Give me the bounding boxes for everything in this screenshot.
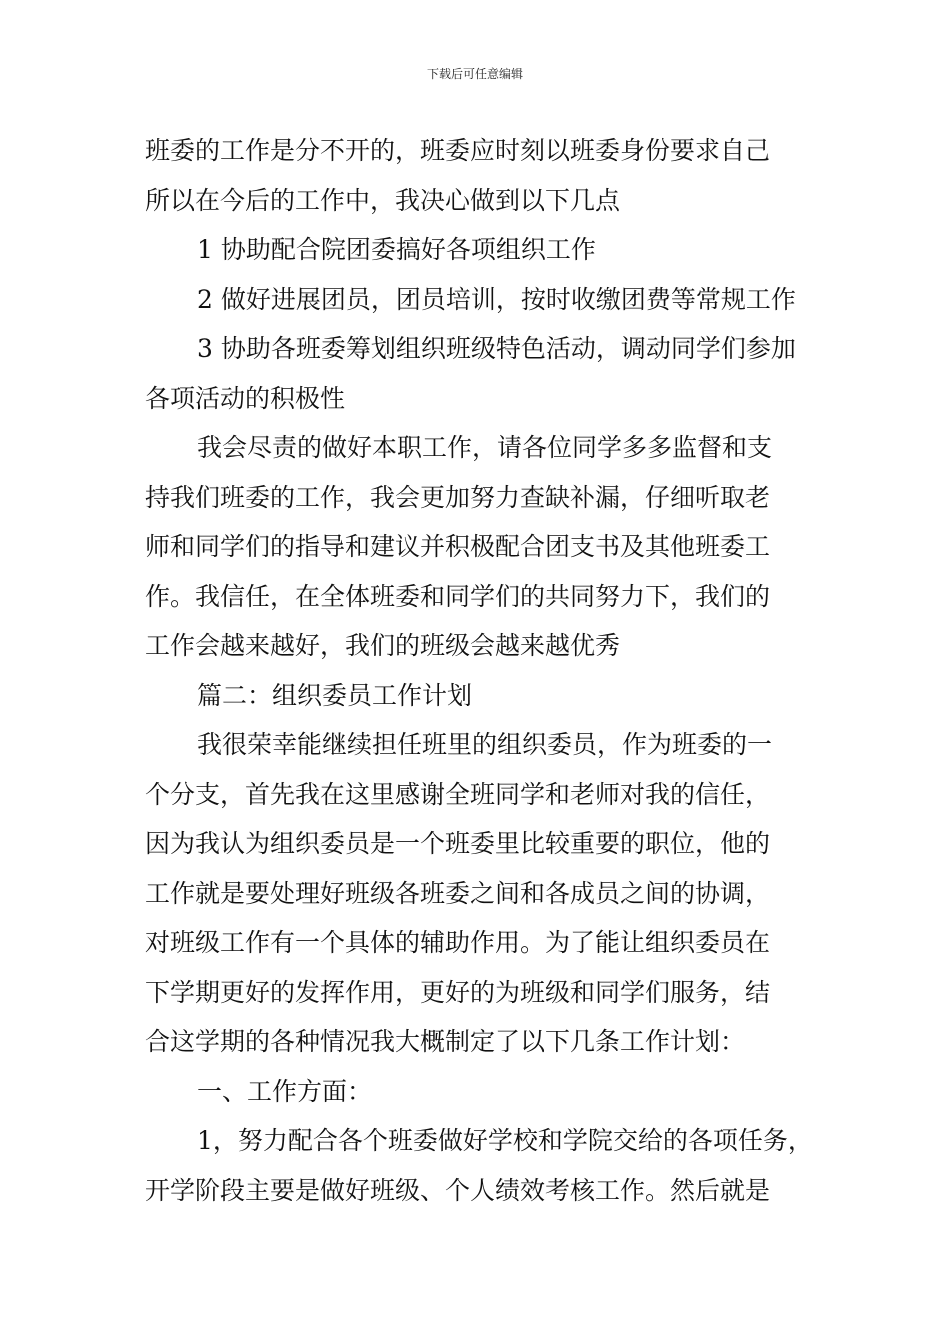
text-line: 工作会越来越好，我们的班级会越来越优秀 bbox=[145, 631, 621, 660]
text-line: 各项活动的积极性 bbox=[145, 383, 346, 413]
text-line: 个分支，首先我在这里感谢全班同学和老师对我的信任， bbox=[145, 779, 771, 809]
page-header: 下载后可任意编辑 bbox=[426, 67, 523, 81]
text-line: 师和同学们的指导和建议并积极配合团支书及其他班委工 bbox=[145, 532, 771, 561]
subsection-title: 一、工作方面： bbox=[197, 1076, 373, 1106]
text-line: 因为我认为组织委员是一个班委里比较重要的职位，他的 bbox=[145, 829, 771, 858]
text-line: 1，努力配合各个班委做好学校和学院交给的各项任务， bbox=[197, 1126, 813, 1155]
text-line: 持我们班委的工作，我会更加努力查缺补漏，仔细听取老 bbox=[145, 482, 771, 512]
text-line: 1 协助配合院团委搞好各项组织工作 bbox=[197, 235, 596, 264]
text-line: 我很荣幸能继续担任班里的组织委员，作为班委的一 bbox=[197, 730, 773, 759]
section-title: 篇二：组织委员工作计划 bbox=[197, 680, 473, 710]
text-line: 所以在今后的工作中，我决心做到以下几点 bbox=[145, 185, 621, 215]
text-line: 作。我信任，在全体班委和同学们的共同努力下，我们的 bbox=[145, 581, 771, 611]
text-line: 下学期更好的发挥作用，更好的为班级和同学们服务，结 bbox=[145, 977, 771, 1007]
text-line: 对班级工作有一个具体的辅助作用。为了能让组织委员在 bbox=[145, 928, 771, 957]
text-line: 3 协助各班委筹划组织班级特色活动，调动同学们参加 bbox=[197, 334, 796, 363]
document-body bbox=[145, 126, 825, 1215]
text-line: 班委的工作是分不开的，班委应时刻以班委身份要求自己 bbox=[145, 136, 771, 165]
text-line: 开学阶段主要是做好班级、个人绩效考核工作。然后就是 bbox=[145, 1175, 771, 1205]
text-line: 合这学期的各种情况我大概制定了以下几条工作计划： bbox=[145, 1027, 746, 1056]
text-line: 工作就是要处理好班级各班委之间和各成员之间的协调， bbox=[145, 878, 771, 908]
text-line: 2 做好进展团员，团员培训，按时收缴团费等常规工作 bbox=[197, 284, 796, 314]
text-line: 我会尽责的做好本职工作，请各位同学多多监督和支 bbox=[197, 433, 773, 462]
